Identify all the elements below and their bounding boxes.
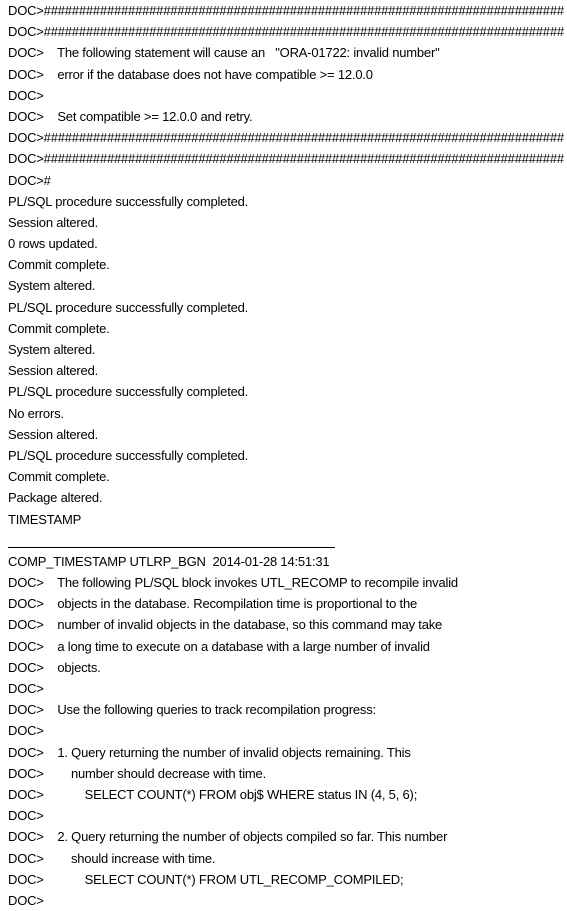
output-line: 0 rows updated. [8, 236, 98, 252]
output-line: DOC> number should decrease with time. [8, 765, 266, 781]
output-line: Session altered. [8, 363, 99, 379]
output-line: DOC>########################################################################## [8, 24, 564, 40]
column-separator [8, 530, 565, 551]
output-line: No errors. [8, 405, 64, 421]
output-line: PL/SQL procedure successfully completed. [8, 447, 249, 463]
output-line: DOC> 1. Query returning the number of invalid objects remaining. This [8, 744, 411, 760]
output-line: DOC> [8, 723, 44, 739]
output-line: Commit complete. [8, 257, 110, 273]
output-line: System altered. [8, 278, 96, 294]
output-line: TIMESTAMP [8, 511, 82, 527]
output-line: Commit complete. [8, 469, 110, 485]
output-line: DOC> SELECT COUNT(*) FROM obj$ WHERE status IN (4, 5, 6); [8, 786, 418, 802]
output-line: DOC> error if the database does not have compatible >= 12.0.0 [8, 66, 373, 82]
output-line: DOC> objects in the database. Recompilation time is proportional to the [8, 596, 418, 612]
output-line: DOC> Use the following queries to track recompilation progress: [8, 702, 376, 718]
output-line: PL/SQL procedure successfully completed. [8, 384, 249, 400]
output-line: Session altered. [8, 426, 99, 442]
output-line: DOC> The following statement will cause an "ORA-01722: invalid number" [8, 45, 440, 61]
output-line: System altered. [8, 342, 96, 357]
output-line: Session altered. [8, 214, 99, 230]
output-line: DOC> SELECT COUNT(*) FROM UTL_RECOMP_COMPILED; [8, 871, 404, 887]
separator-line [8, 547, 335, 548]
output-line: DOC>########################################################################## [8, 130, 564, 146]
output-line: PL/SQL procedure successfully completed. [8, 193, 249, 209]
output-line: Commit complete. [8, 320, 110, 336]
output-line: DOC> 2. Query returning the number of objects compiled so far. This number [8, 829, 448, 845]
output-line: DOC> number of invalid objects in the database, so this command may take [8, 617, 443, 633]
output-line: COMP_TIMESTAMP UTLRP_BGN 2014-01-28 14:51:31 [8, 553, 330, 569]
output-line: PL/SQL procedure successfully completed. [8, 299, 249, 315]
output-line: DOC> a long time to execute on a database with a large number of invalid [8, 638, 430, 654]
terminal-output [8, 0, 565, 911]
output-line: DOC># [8, 172, 51, 188]
output-line: DOC> should increase with time. [8, 850, 216, 866]
output-line: DOC> The following PL/SQL block invokes UTL_RECOMP to recompile invalid [8, 575, 458, 591]
output-line: DOC> objects. [8, 659, 101, 675]
output-line: DOC>########################################################################## [8, 151, 564, 167]
output-line: DOC> [8, 681, 44, 696]
output-line: DOC> [8, 892, 44, 908]
output-line: DOC>########################################################################## [8, 3, 564, 18]
output-line: DOC> Set compatible >= 12.0.0 and retry. [8, 108, 253, 124]
output-line: DOC> [8, 808, 44, 824]
output-line: DOC> [8, 87, 44, 103]
output-line: Package altered. [8, 490, 103, 506]
